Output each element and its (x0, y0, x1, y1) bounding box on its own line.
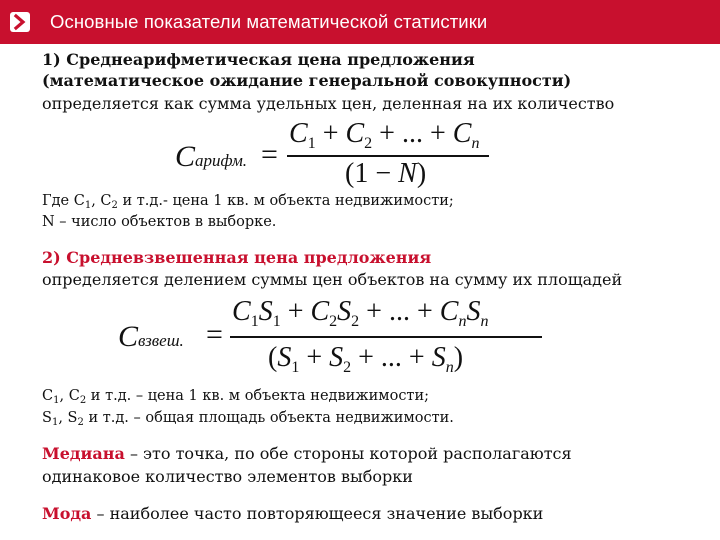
chevron-right-icon (0, 0, 40, 44)
formula-weighted-mean: Cвзвеш. = $C_1S_1 + C_2S_2$ + ... + $C_nS_n$ ($S_1 + S_2$ + ... + $S_n$) (118, 292, 558, 384)
formula2-numerator: $C_1S_1 + C_2S_2$ + ... + $C_nS_n$ (232, 296, 489, 330)
formula1-lhs-symbol: C (175, 140, 196, 173)
median-term: Медиана (42, 444, 125, 463)
formula1-numerator: $C_1 + C_2$ + ... + $C_n$ (289, 118, 480, 152)
section2-title: 2) Средневзвешенная цена предложения (42, 248, 432, 267)
section1-note-2: N – число объектов в выборке. (42, 214, 277, 230)
section2-note-2: $S_1$, $S_2$ и т.д. – общая площадь объекта недвижимости. (42, 410, 454, 428)
section1-title: 1) Среднеарифметическая цена предложения (42, 50, 475, 69)
section2-note-1: $С_1$, $С_2$ и т.д. – цена 1 кв. м объекта недвижимости; (42, 388, 430, 406)
formula2-denominator: ($S_1 + S_2$ + ... + $S_n$) (268, 342, 464, 376)
median-definition-line-2: одинаковое количество элементов выборки (42, 467, 413, 486)
formula1-fraction-bar (287, 155, 489, 157)
header-bar (0, 0, 720, 44)
section1-description: определяется как сумма удельных цен, деленная на их количество (42, 94, 615, 113)
mode-term: Мода (42, 504, 92, 523)
mode-definition: Мода – наиболее часто повторяющееся значение выборки (42, 504, 544, 523)
formula2-fraction-bar (230, 336, 542, 338)
formula1-denominator: (1 − N) (345, 158, 427, 189)
section1-subtitle: (математическое ожидание генеральной совокупности) (42, 71, 572, 90)
formula1-lhs-subscript: арифм. (195, 151, 248, 170)
formula2-lhs-subscript: взвеш. (138, 331, 184, 350)
section1-note-1: Где $С_1$, $С_2$ и т.д.- цена 1 кв. м объекта недвижимости; (42, 193, 454, 211)
page-title: Основные показатели математической статистики (50, 11, 488, 32)
section2-description: определяется делением суммы цен объектов на сумму их площадей (42, 270, 623, 289)
median-definition-line-1: Медиана – это точка, по обе стороны которой располагаются (42, 444, 572, 463)
formula2-lhs-symbol: C (118, 320, 139, 353)
formula-arithmetic-mean: Cарифм. = $C_1 + C_2$ + ... + $C_n$ (1 − N) (175, 118, 505, 193)
